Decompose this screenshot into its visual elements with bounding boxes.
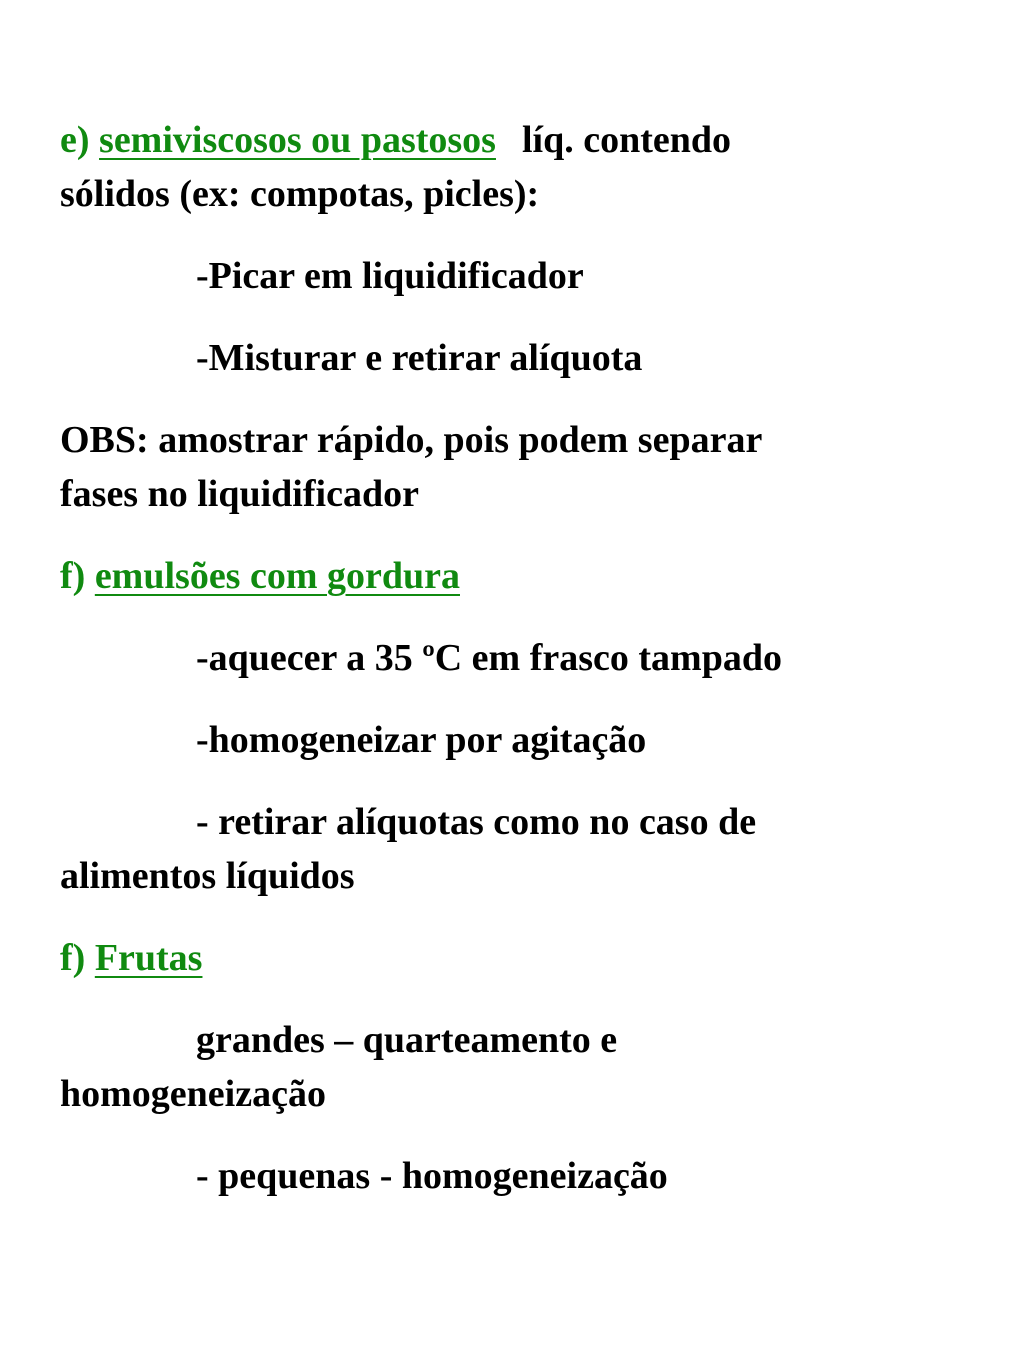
section-f2-title: Frutas xyxy=(94,937,203,979)
section-f1-heading xyxy=(60,549,460,603)
section-f1-step-1: -aquecer a 35 ºC em frasco tampado xyxy=(196,637,782,679)
section-f1-marker: f) xyxy=(60,555,86,597)
section-f2-item-2: - pequenas - homogeneização xyxy=(196,1155,668,1197)
section-e-description: líq. contendo xyxy=(521,119,732,161)
section-f2-item-1: grandes – quarteamento e xyxy=(196,1019,618,1061)
section-e-title: semiviscosos ou pastosos xyxy=(99,119,496,161)
section-f1-step-3: - retirar alíquotas como no caso de xyxy=(196,801,757,843)
section-e-description-continued: sólidos (ex: compotas, picles): xyxy=(60,173,540,215)
section-f1-step-2: -homogeneizar por agitação xyxy=(196,719,647,761)
section-e-step-2: -Misturar e retirar alíquota xyxy=(196,337,643,379)
section-f1-title: emulsões com gordura xyxy=(94,555,460,597)
section-e-marker: e) xyxy=(60,119,90,161)
section-f2-heading xyxy=(60,931,202,985)
section-f2-marker: f) xyxy=(60,937,86,979)
section-e-heading xyxy=(60,113,731,167)
section-e-step-1: -Picar em liquidificador xyxy=(196,255,584,297)
section-f2-item-1-continued: homogeneização xyxy=(60,1073,326,1115)
obs-note-line-1: OBS: amostrar rápido, pois podem separar xyxy=(60,419,763,461)
obs-note-line-2: fases no liquidificador xyxy=(60,473,419,515)
section-f1-step-3-continued: alimentos líquidos xyxy=(60,855,355,897)
